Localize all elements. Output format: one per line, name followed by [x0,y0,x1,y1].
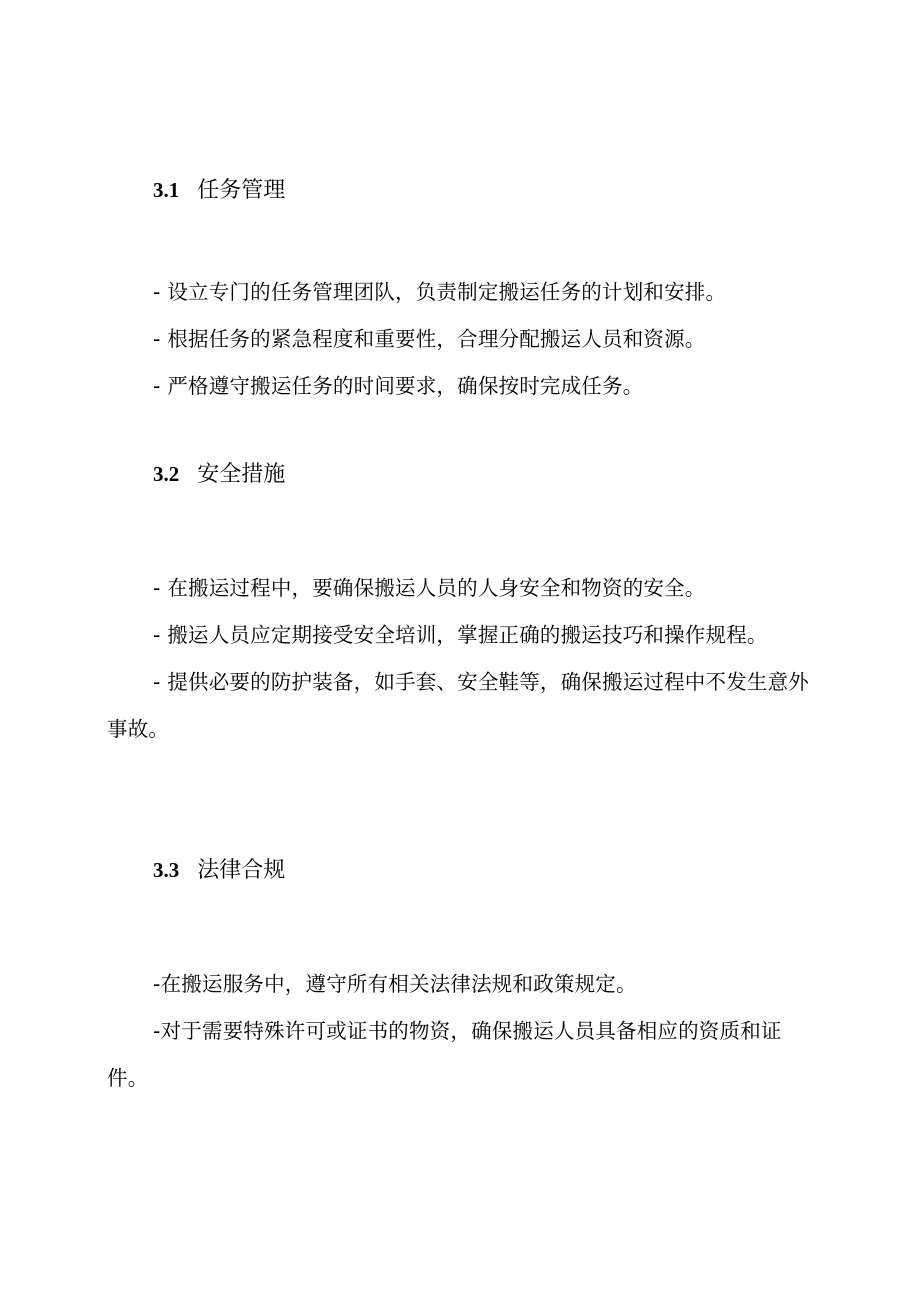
section-task-management [107,174,815,410]
section-legal-compliance [107,854,815,1102]
section-heading [153,174,815,207]
list-item: - 搬运人员应定期接受安全培训，掌握正确的搬运技巧和操作规程。 [153,623,768,647]
list-item: -在搬运服务中，遵守所有相关法律法规和政策规定。 [153,972,637,996]
section-item-list [107,565,815,753]
section-item-list [107,269,815,410]
section-title: 法律合规 [197,858,286,883]
section-item-list [107,961,815,1102]
section-title: 任务管理 [197,178,286,203]
list-item: - 严格遵守搬运任务的时间要求，确保按时完成任务。 [153,374,644,398]
list-item: - 在搬运过程中，要确保搬运人员的人身安全和物资的安全。 [153,576,706,600]
list-item: - 设立专门的任务管理团队，负责制定搬运任务的计划和安排。 [153,280,727,304]
section-safety-measures [107,458,815,753]
section-heading [153,458,815,491]
list-item: - 根据任务的紧急程度和重要性，合理分配搬运人员和资源。 [153,327,706,351]
list-item: - 提供必要的防护装备，如手套、安全鞋等，确保搬运过程中不发生意外事故。 [107,670,810,741]
section-number: 3.1 [153,178,180,202]
section-title: 安全措施 [197,462,286,487]
section-number: 3.3 [153,858,180,882]
list-item: -对于需要特殊许可或证书的物资，确保搬运人员具备相应的资质和证件。 [107,1019,782,1090]
section-heading [153,854,815,887]
section-number: 3.2 [153,462,180,486]
